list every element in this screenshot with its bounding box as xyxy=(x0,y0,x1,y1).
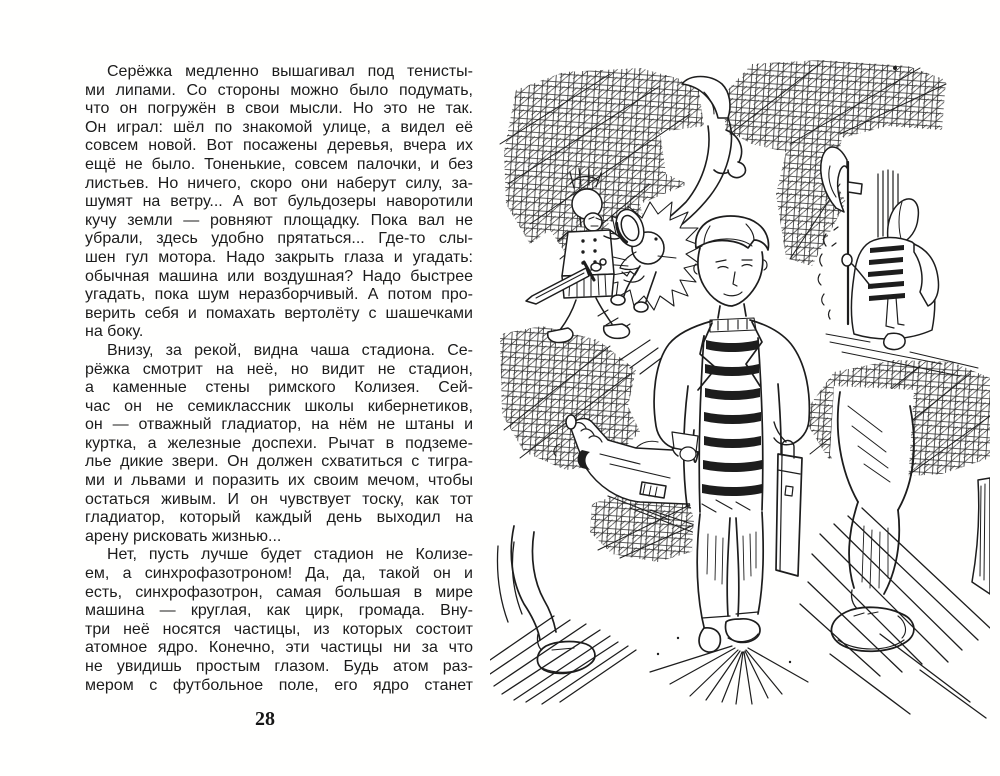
text-line: час он не семиклассник школы кибернетиков, xyxy=(85,397,473,415)
text-line: а каменные стены римского Колизея. Сей- xyxy=(85,379,473,397)
story-illustration xyxy=(490,34,990,740)
text-line: Нет, пусть лучше будет стадион не Колизе- xyxy=(107,546,473,564)
text-line: листьев. Но ничего, скоро они наберут силу, за- xyxy=(85,174,473,192)
text-line: угадать, пока шум неразборчивый. А потом про- xyxy=(85,286,473,304)
text-line: Внизу, за рекой, видна чаша стадиона. Се- xyxy=(107,341,473,359)
text-line: арену рисковать жизнью... xyxy=(85,527,282,545)
text-line: шен гул мотора. Надо закрыть глаза и угадать: xyxy=(85,248,473,266)
text-line: ем, а синхрофазотроном! Да, да, такой он и xyxy=(85,565,473,583)
text-line: Он играл: шёл по знакомой улице, а видел её xyxy=(85,118,473,136)
text-line: машина — круглая, как цирк, громада. Вну- xyxy=(85,602,473,620)
text-line: Серёжка медленно вышагивал под тенисты- xyxy=(107,63,473,80)
text-line: не увидишь простым глазом. Будь атом раз- xyxy=(85,658,473,675)
text-line: остаться живым. И он чувствует тоску, как тот xyxy=(85,490,473,508)
text-line: ми липами. Со стороны можно было подумать, xyxy=(85,81,473,99)
text-line: есть, синхрофазотрон, самая большая в мире xyxy=(85,583,473,601)
text-line: три неё носятся частицы, из которых состоит xyxy=(85,620,473,638)
text-line: гладиатор, который каждый день выходил на xyxy=(85,509,473,527)
dust-burst-lines xyxy=(650,646,808,704)
page-number: 28 xyxy=(255,708,275,730)
text-line: что он погружён в свои мысли. Но это не так. xyxy=(85,100,473,118)
text-line: совсем новой. Вот посажены деревья, вчера их xyxy=(85,137,473,155)
text-line: куртка, а железные доспехи. Рычат в подземе- xyxy=(85,434,473,452)
text-line: кучу земли — ровняют площадку. Пока вал не xyxy=(85,211,473,229)
halberd-guard xyxy=(818,147,978,376)
text-line: на боку. xyxy=(85,323,144,341)
text-line: рёжка смотрит на неё, но видит не стадион, xyxy=(85,360,473,378)
text-line: ми и львами и поразить их своим мечом, чтобы xyxy=(85,472,473,490)
text-line: шумят на ветру... А вот бульдозеры наворотили xyxy=(85,193,473,211)
text-line: мером с футбольное поле, его ядро станет xyxy=(85,676,473,694)
text-line: ещё не было. Тоненькие, совсем палочки, и без xyxy=(85,155,473,173)
text-line: лье дикие звери. Он должен схватиться с тигра- xyxy=(85,453,473,471)
text-line: атомное ядро. Конечно, эти частицы ни за что xyxy=(85,639,473,657)
text-line: обычная машина или воздушная? Надо быстрее xyxy=(85,267,473,285)
text-line: он — отважный гладиатор, на нём не штаны и xyxy=(85,416,473,434)
text-line: убрали, здесь удобно прятаться... Где-то слы- xyxy=(85,230,473,248)
story-text xyxy=(85,63,473,695)
illustration-canvas xyxy=(490,34,990,740)
text-line: верить себя и помахать вертолёту с шашечками xyxy=(85,304,473,322)
